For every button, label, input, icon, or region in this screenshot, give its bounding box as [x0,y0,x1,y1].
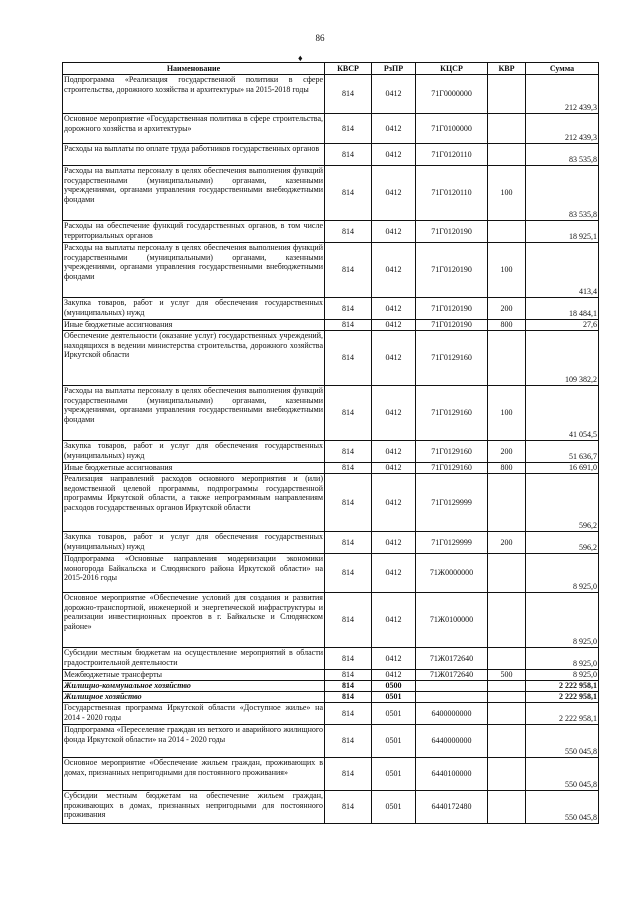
cell-sum: 109 382,2 [526,331,599,386]
cell-kvr [488,75,526,114]
table-body [63,75,599,824]
cell-kvsr: 814 [325,114,372,144]
table-row [63,554,599,593]
header-sum: Сумма [526,63,599,75]
cell-kvsr: 814 [325,320,372,331]
cell-kcsr: 71Г0129999 [416,532,488,554]
cell-rzpr: 0412 [372,648,416,670]
header-name: Наименование [63,63,325,75]
cell-rzpr: 0412 [372,593,416,648]
cell-kvr [488,114,526,144]
cell-kvsr: 814 [325,386,372,441]
cell-name: Обеспечение деятельности (оказание услуг) государственных учреждений, находящихся в ведении министерства строительства, дорожного хозяйства Иркутской области [63,331,325,386]
cell-name: Закупка товаров, работ и услуг для обеспечения государственных (муниципальных) нужд [63,441,325,463]
cell-name: Расходы на выплаты персоналу в целях обеспечения выполнения функций государственными (муниципальными) органами, казенными учреждениями, органами управления государственными внебюджетными фондами [63,166,325,221]
cell-kvsr: 814 [325,670,372,681]
cell-kvr [488,681,526,692]
table-row [63,474,599,532]
cell-name: Расходы на выплаты персоналу в целях обеспечения выполнения функций государственными (муниципальными) органами, казенными учреждениями, органами управления государственными внебюджетными фондами [63,386,325,441]
cell-kvr [488,331,526,386]
cell-kvsr: 814 [325,648,372,670]
cell-name: Закупка товаров, работ и услуг для обеспечения государственных (муниципальных) нужд [63,298,325,320]
cell-sum: 2 222 958,1 [526,692,599,703]
cell-sum: 51 636,7 [526,441,599,463]
table-row [63,386,599,441]
cell-kvsr: 814 [325,758,372,791]
cell-name: Основное мероприятие «Обеспечение условий для создания и развития дорожно-транспортной, инженерной и энергетической инфраструктуры и реализации инвестиционных проектов в г. Байкальске и Слюдянском районе» [63,593,325,648]
cell-kcsr: 6440000000 [416,725,488,758]
cell-kvsr: 814 [325,144,372,166]
cell-kcsr: 71Ж0172640 [416,648,488,670]
cell-kvr [488,725,526,758]
cell-kvr: 100 [488,166,526,221]
cell-kvr [488,221,526,243]
cell-sum: 8 925,0 [526,670,599,681]
cell-kvsr: 814 [325,703,372,725]
cell-kcsr [416,681,488,692]
cell-rzpr: 0501 [372,692,416,703]
cell-kcsr: 71Ж0000000 [416,554,488,593]
cell-rzpr: 0412 [372,463,416,474]
cell-sum: 18 925,1 [526,221,599,243]
table-row [63,441,599,463]
cell-sum: 2 222 958,1 [526,703,599,725]
cell-name: Подпрограмма «Реализация государственной политики в сфере строительства, дорожного хозяйства и архитектуры» на 2015-2018 годы [63,75,325,114]
cell-kvsr: 814 [325,474,372,532]
header-rzpr: РзПР [372,63,416,75]
cell-sum: 8 925,0 [526,554,599,593]
cell-sum: 596,2 [526,474,599,532]
cell-rzpr: 0412 [372,331,416,386]
cell-rzpr: 0412 [372,554,416,593]
cell-rzpr: 0412 [372,670,416,681]
cell-sum: 83 535,8 [526,144,599,166]
cell-rzpr: 0412 [372,386,416,441]
cell-sum: 27,6 [526,320,599,331]
table-row [63,670,599,681]
cell-kcsr: 71Г0000000 [416,75,488,114]
table-row [63,725,599,758]
cell-kvr: 100 [488,243,526,298]
cell-kvr: 800 [488,463,526,474]
cell-kvsr: 814 [325,243,372,298]
cell-kvr: 200 [488,441,526,463]
cell-rzpr: 0412 [372,221,416,243]
cell-kvsr: 814 [325,725,372,758]
cell-kcsr: 6440172480 [416,791,488,824]
cell-rzpr: 0501 [372,703,416,725]
table-header-row [63,63,599,75]
cell-sum: 413,4 [526,243,599,298]
cell-sum: 596,2 [526,532,599,554]
cell-kvsr: 814 [325,681,372,692]
cell-kvr [488,144,526,166]
table-row [63,166,599,221]
table-row [63,648,599,670]
cell-name: Субсидии местным бюджетам на обеспечение жильем граждан, проживающих в домах, признанных непригодными для постоянного проживания [63,791,325,824]
cell-sum: 550 045,8 [526,791,599,824]
cell-rzpr: 0501 [372,725,416,758]
cell-kvsr: 814 [325,554,372,593]
cell-kcsr: 71Г0120190 [416,298,488,320]
cell-sum: 2 222 958,1 [526,681,599,692]
cell-sum: 212 439,3 [526,75,599,114]
cell-name: Расходы на выплаты персоналу в целях обеспечения выполнения функций государственными (муниципальными) органами, казенными учреждениями, органами управления государственными внебюджетными фондами [63,243,325,298]
cell-rzpr: 0412 [372,144,416,166]
cell-kvsr: 814 [325,75,372,114]
cell-kcsr: 6400000000 [416,703,488,725]
cell-kvsr: 814 [325,463,372,474]
cell-kcsr [416,692,488,703]
cell-kvr: 200 [488,532,526,554]
cell-sum: 212 439,3 [526,114,599,144]
cell-rzpr: 0412 [372,441,416,463]
cell-kcsr: 71Г0120190 [416,320,488,331]
cell-kcsr: 71Г0120110 [416,166,488,221]
cell-rzpr: 0412 [372,166,416,221]
cell-kcsr: 71Г0129160 [416,386,488,441]
cell-name: Субсидии местным бюджетам на осуществление мероприятий в области градостроительной деятельности [63,648,325,670]
cell-kvsr: 814 [325,331,372,386]
cell-name: Жилищно-коммунальное хозяйство [63,681,325,692]
cell-rzpr: 0412 [372,75,416,114]
cell-name: Жилищное хозяйство [63,692,325,703]
cell-kvr: 200 [488,298,526,320]
cell-kcsr: 71Г0129999 [416,474,488,532]
cell-sum: 16 691,0 [526,463,599,474]
cell-name: Иные бюджетные ассигнования [63,463,325,474]
cell-name: Подпрограмма «Переселение граждан из ветхого и аварийного жилищного фонда Иркутской области» на 2014 - 2020 годы [63,725,325,758]
table-row [63,114,599,144]
cell-sum: 550 045,8 [526,758,599,791]
cell-rzpr: 0500 [372,681,416,692]
cell-sum: 550 045,8 [526,725,599,758]
cell-kvr [488,692,526,703]
cell-sum: 83 535,8 [526,166,599,221]
cell-kvsr: 814 [325,441,372,463]
cell-kvsr: 814 [325,532,372,554]
cell-sum: 8 925,0 [526,593,599,648]
cell-kcsr: 71Г0120110 [416,144,488,166]
cell-name: Государственная программа Иркутской области «Доступное жилье» на 2014 - 2020 годы [63,703,325,725]
header-kvsr: КВСР [325,63,372,75]
cell-kcsr: 71Ж0100000 [416,593,488,648]
page-number: 86 [315,33,325,43]
table-row [63,703,599,725]
cell-rzpr: 0412 [372,320,416,331]
cell-kvsr: 814 [325,593,372,648]
page-mark: ♦ [298,53,303,63]
cell-kvr [488,791,526,824]
table-row [63,75,599,114]
header-kvr: КВР [488,63,526,75]
table-row [63,243,599,298]
table-row [63,791,599,824]
table-row [63,758,599,791]
cell-rzpr: 0412 [372,243,416,298]
cell-kvr [488,703,526,725]
cell-name: Межбюджетные трансферты [63,670,325,681]
cell-name: Основное мероприятие «Государственная политика в сфере строительства, дорожного хозяйства и архитектуры» [63,114,325,144]
cell-kvsr: 814 [325,791,372,824]
table-row [63,593,599,648]
cell-sum: 8 925,0 [526,648,599,670]
cell-kvsr: 814 [325,692,372,703]
cell-kcsr: 71Г0129160 [416,331,488,386]
table-row [63,298,599,320]
table-row [63,320,599,331]
cell-kcsr: 71Г0120190 [416,221,488,243]
cell-name: Закупка товаров, работ и услуг для обеспечения государственных (муниципальных) нужд [63,532,325,554]
cell-name: Расходы на выплаты по оплате труда работников государственных органов [63,144,325,166]
table-row [63,144,599,166]
cell-kvr [488,758,526,791]
cell-kvr [488,648,526,670]
cell-kvsr: 814 [325,298,372,320]
cell-kvr: 100 [488,386,526,441]
cell-kvr [488,593,526,648]
cell-name: Реализация направлений расходов основного мероприятия и (или) ведомственной целевой программы, подпрограммы государственной программы Иркутской области, а также непрограммным направлениям расходов государственных органов Иркутской области [63,474,325,532]
cell-kcsr: 71Ж0172640 [416,670,488,681]
table-row [63,331,599,386]
cell-rzpr: 0412 [372,114,416,144]
cell-sum: 41 054,5 [526,386,599,441]
cell-kcsr: 71Г0120190 [416,243,488,298]
header-kcsr: КЦСР [416,63,488,75]
table-row [63,221,599,243]
cell-name: Подпрограмма «Основные направления модернизации экономики моногорода Байкальска и Слюдянского района Иркутской области» на 2015-2016 годы [63,554,325,593]
cell-kvsr: 814 [325,166,372,221]
cell-kvr: 800 [488,320,526,331]
cell-name: Основное мероприятие «Обеспечение жильем граждан, проживающих в домах, признанных непригодными для постоянного проживания» [63,758,325,791]
cell-kvr [488,554,526,593]
cell-kcsr: 71Г0100000 [416,114,488,144]
table-row [63,532,599,554]
cell-kvr: 500 [488,670,526,681]
cell-name: Расходы на обеспечение функций государственных органов, в том числе территориальных органов [63,221,325,243]
cell-rzpr: 0501 [372,791,416,824]
cell-kcsr: 71Г0129160 [416,441,488,463]
table-row [63,681,599,692]
cell-kcsr: 6440100000 [416,758,488,791]
cell-name: Иные бюджетные ассигнования [63,320,325,331]
table-row [63,463,599,474]
cell-rzpr: 0412 [372,298,416,320]
cell-sum: 18 484,1 [526,298,599,320]
cell-kcsr: 71Г0129160 [416,463,488,474]
table-row [63,692,599,703]
cell-rzpr: 0412 [372,474,416,532]
cell-rzpr: 0501 [372,758,416,791]
cell-rzpr: 0412 [372,532,416,554]
cell-kvr [488,474,526,532]
cell-kvsr: 814 [325,221,372,243]
budget-table [62,62,599,824]
